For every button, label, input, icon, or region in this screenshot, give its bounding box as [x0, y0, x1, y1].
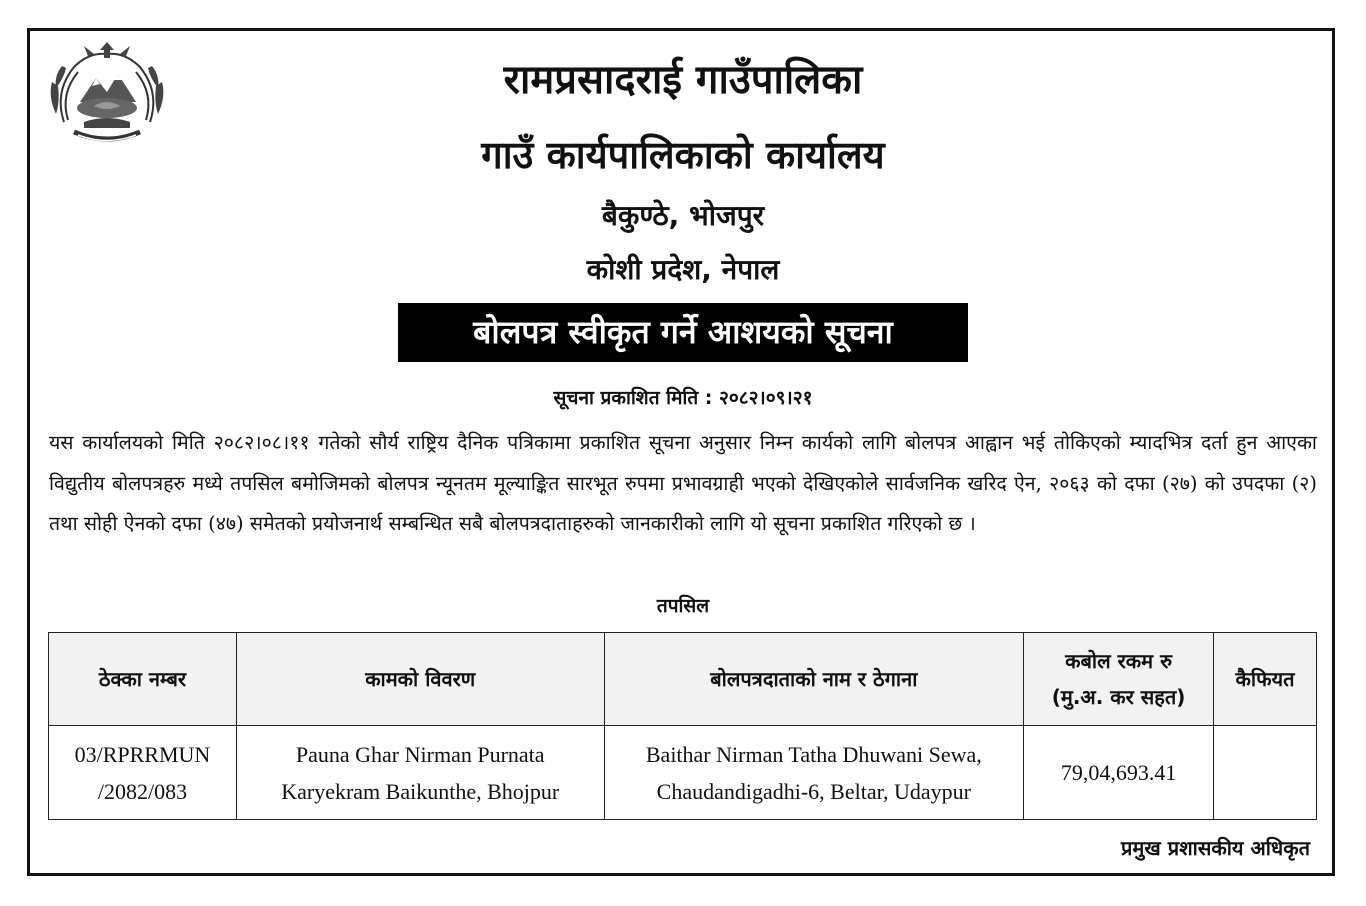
bid-table — [48, 632, 1317, 820]
table-header-row — [49, 633, 1317, 726]
cell-amount: 79,04,693.41 — [1024, 726, 1214, 820]
bidder-line1: Baithar Nirman Tatha Dhuwani Sewa, — [645, 741, 982, 767]
table-row — [49, 726, 1317, 820]
signatory-title: प्रमुख प्रशासकीय अधिकृत — [1121, 836, 1310, 860]
bidder-line2: Chaudandigadhi-6, Beltar, Udaypur — [656, 778, 972, 804]
cell-contract-no — [49, 726, 237, 820]
header-amount-line1: कबोल रकम रु — [1065, 649, 1173, 673]
notice-body: यस कार्यालयको मिति २०८२।०८।११ गतेको सौर्य राष्ट्रिय दैनिक पत्रिकामा प्रकाशित सूचना अनुसार निम्न कार्यको लागि बोलपत्र आह्वान भई तोकिएको म्यादभित्र दर्ता हुन आएका विद्युतीय बोलपत्रहरु मध्ये तपसिल बमोजिमको बोलपत्र न्यूनतम मूल्याङ्कित सारभूत रुपमा प्रभावग्राही भएको देखिएकोले सार्वजनिक खरिद ऐन, २०६३ को दफा (२७) को उपदफा (२) तथा सोही ऐनको दफा (४७) समेतको प्रयोजनार्थ सम्बन्धित सबै बोलपत्रदाताहरुको जानकारीको लागि यो सूचना प्रकाशित गरिएको छ । — [49, 431, 1317, 535]
cell-work-description — [236, 726, 604, 820]
cell-remarks — [1214, 726, 1317, 820]
publication-date: सूचना प्रकाशित मिति : २०८२।०९।२१ — [553, 387, 813, 409]
header-amount-line2: (मु.अ. कर सहत) — [1051, 685, 1186, 709]
office-location: बैकुण्ठे, भोजपुर — [601, 199, 765, 232]
header-work-description: कामको विवरण — [236, 633, 604, 726]
header-amount — [1024, 633, 1214, 726]
header-bidder: बोलपत्रदाताको नाम र ठेगाना — [604, 633, 1024, 726]
municipality-name: रामप्रसादराई गाउँपालिका — [503, 57, 863, 103]
header-remarks: कैफियत — [1214, 633, 1317, 726]
notice-title-banner: बोलपत्र स्वीकृत गर्ने आशयको सूचना — [398, 303, 968, 362]
office-province: कोशी प्रदेश, नेपाल — [586, 253, 780, 286]
schedule-heading: तपसिल — [656, 595, 710, 617]
header-contract-no: ठेक्का नम्बर — [49, 633, 237, 726]
contract-no-line1: 03/RPRRMUN — [74, 741, 211, 767]
work-desc-line2: Karyekram Baikunthe, Bhojpur — [281, 778, 560, 804]
cell-bidder — [604, 726, 1024, 820]
office-name: गाउँ कार्यपालिकाको कार्यालय — [481, 133, 885, 177]
contract-no-line2: /2082/083 — [97, 778, 188, 804]
work-desc-line1: Pauna Ghar Nirman Purnata — [295, 741, 545, 767]
